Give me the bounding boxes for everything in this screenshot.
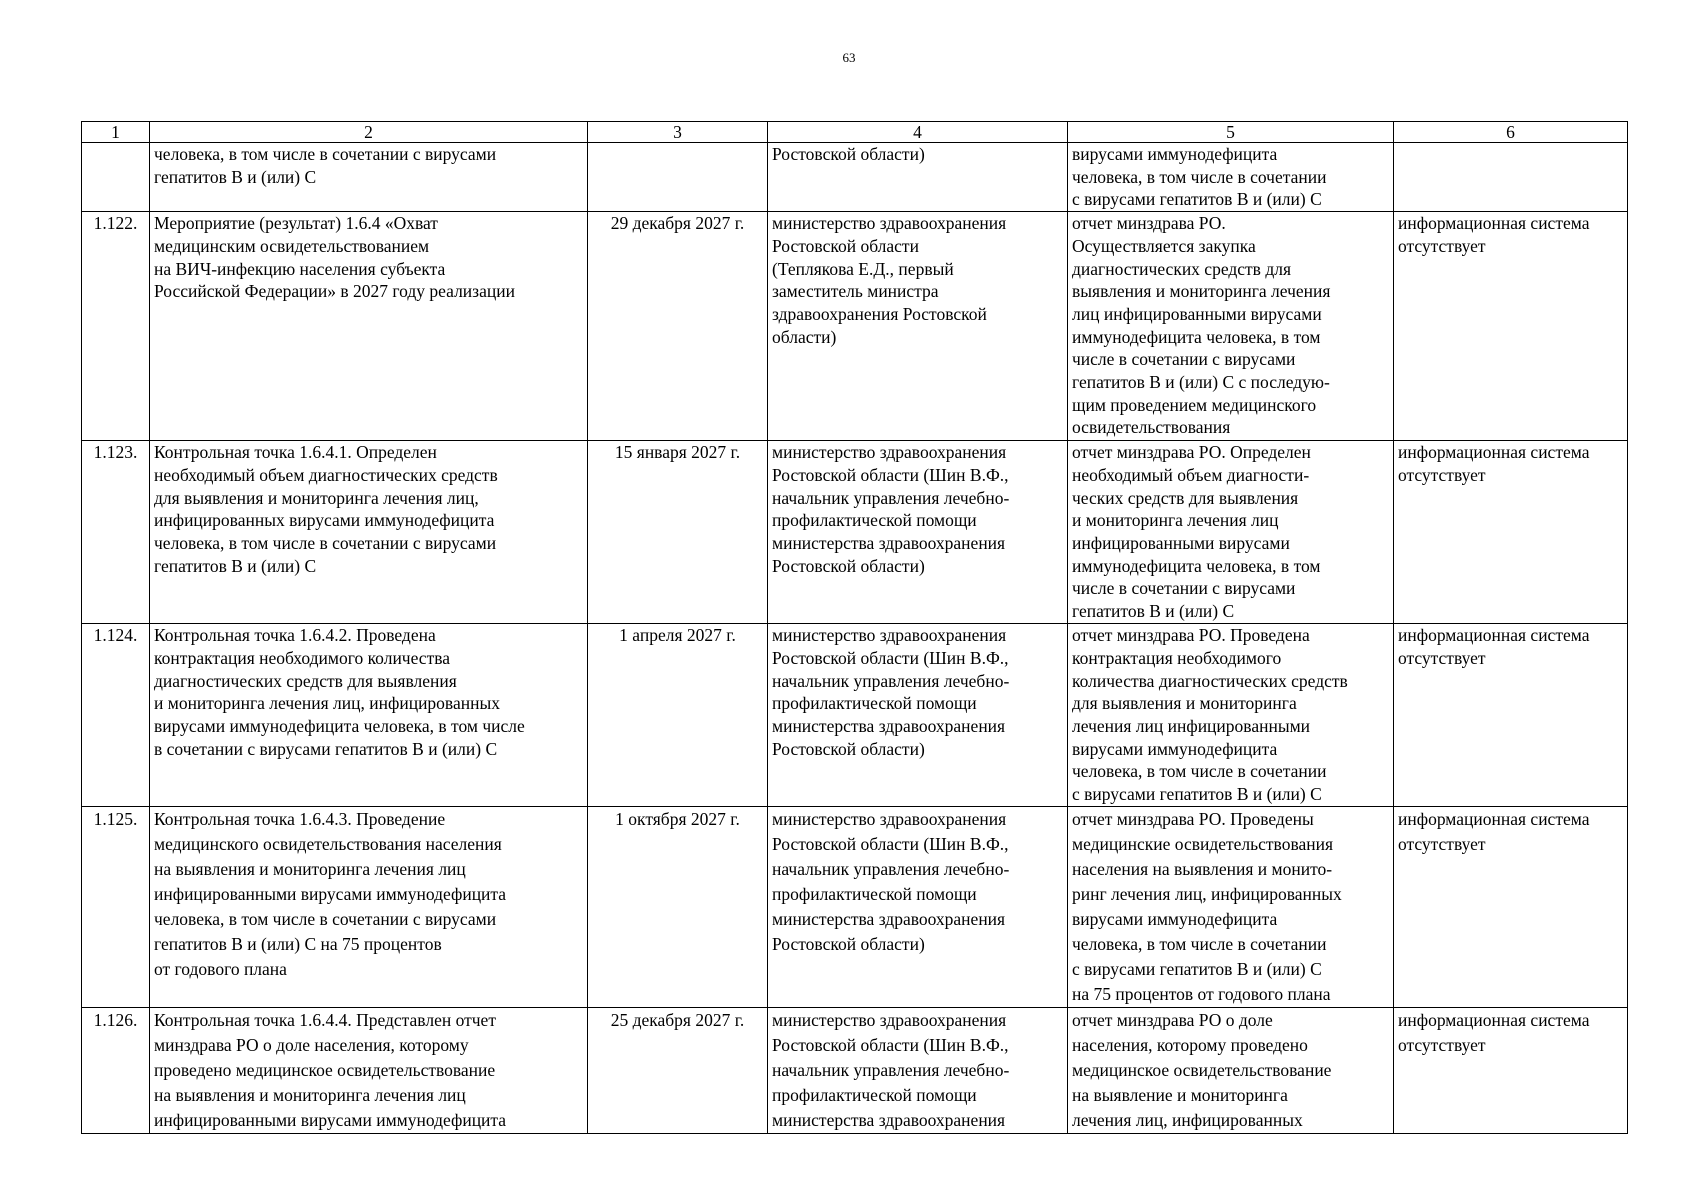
responsible-line: Ростовской области (Шин В.Ф., [772,1035,1009,1056]
document-line: освидетельствования [1072,417,1231,438]
document-line: отчет минздрава РО. Проведены [1072,809,1314,830]
deadline-cell: 29 декабря 2027 г. [588,212,768,441]
description-line: Контрольная точка 1.6.4.3. Проведение [154,809,446,830]
document-line: вирусами иммунодефицита [1072,909,1278,930]
info-system-line: информационная система [1398,809,1590,830]
info-system-line: отсутствует [1398,647,1486,668]
deadline-cell: 25 декабря 2027 г. [588,1008,768,1134]
responsible-line: министерство здравоохранения [772,625,1007,646]
description-cell [150,441,588,624]
document-line: отчет минздрава РО. Определен [1072,442,1311,463]
responsible-line: профилактической помощи [772,1085,977,1106]
document-line: выявления и мониторинга лечения [1072,281,1331,302]
column-header-5: 5 [1068,122,1394,143]
info-system-cell [1394,1008,1628,1134]
table-row [82,624,1628,807]
info-system-line: отсутствует [1398,834,1486,855]
table-row [82,441,1628,624]
document-line: ринг лечения лиц, инфицированных [1072,884,1342,905]
description-line: вирусами иммунодефицита человека, в том числе [154,715,525,736]
responsible-line: начальник управления лечебно- [772,859,1010,880]
responsible-cell [768,212,1068,441]
description-line: инфицированными вирусами иммунодефицита [154,884,507,905]
description-cell [150,1008,588,1134]
document-line: иммунодефицита человека, в том [1072,555,1321,576]
document-line: отчет минздрава РО. Проведена [1072,625,1310,646]
description-line: на ВИЧ-инфекцию населения субъекта [154,258,446,279]
document-line: человека, в том числе в сочетании [1072,934,1327,955]
document-line: и мониторинга лечения лиц [1072,510,1279,531]
document-line: человека, в том числе в сочетании [1072,166,1327,187]
responsible-line: заместитель министра [772,281,939,302]
description-line: Российской Федерации» в 2027 году реализации [154,281,515,302]
description-line: на выявления и мониторинга лечения лиц [154,859,466,880]
deadline-cell: 1 апреля 2027 г. [588,624,768,807]
responsible-line: Ростовской области (Шин В.Ф., [772,834,1009,855]
table-row [82,212,1628,441]
table-row [82,807,1628,1008]
responsible-line: профилактической помощи [772,884,977,905]
row-number-cell: 1.123. [82,441,150,624]
column-header-4: 4 [768,122,1068,143]
document-line: медицинские освидетельствования [1072,834,1334,855]
plan-table [81,121,1628,1134]
description-line: контрактация необходимого количества [154,647,451,668]
description-cell [150,624,588,807]
description-line: человека, в том числе в сочетании с вирусами [154,532,497,553]
document-line: человека, в том числе в сочетании [1072,761,1327,782]
document-line: с вирусами гепатитов В и (или) С [1072,959,1322,980]
responsible-line: министерства здравоохранения [772,532,1006,553]
description-cell [150,807,588,1008]
description-line: человека, в том числе в сочетании с вирусами [154,144,497,164]
document-line: гепатитов В и (или) С с последую- [1072,372,1330,393]
responsible-line: министерства здравоохранения [772,1110,1006,1131]
description-line: минздрава РО о доле населения, которому [154,1035,469,1056]
responsible-line: начальник управления лечебно- [772,670,1010,691]
responsible-line: Ростовской области) [772,934,925,955]
info-system-line: информационная система [1398,213,1590,234]
description-line: Контрольная точка 1.6.4.1. Определен [154,442,437,463]
row-number-cell [82,143,150,212]
description-line: человека, в том числе в сочетании с вирусами [154,909,497,930]
description-line: инфицированных вирусами иммунодефицита [154,510,495,531]
responsible-line: Ростовской области) [772,555,925,576]
responsible-line: Ростовской области) [772,144,925,164]
row-number-cell: 1.125. [82,807,150,1008]
description-line: медицинского освидетельствования населения [154,834,502,855]
responsible-line: министерство здравоохранения [772,1010,1007,1031]
info-system-line: информационная система [1398,1010,1590,1031]
document-line: иммунодефицита человека, в том [1072,326,1321,347]
description-line: от годового плана [154,959,287,980]
document-line: отчет минздрава РО о доле [1072,1010,1273,1031]
responsible-cell [768,807,1068,1008]
document-line: щим проведением медицинского [1072,394,1317,415]
header-row [82,122,1628,143]
responsible-line: Ростовской области) [772,738,925,759]
info-system-line: отсутствует [1398,1035,1486,1056]
description-line: инфицированными вирусами иммунодефицита [154,1110,507,1131]
responsible-line: министерства здравоохранения [772,909,1006,930]
document-line: инфицированными вирусами [1072,532,1290,553]
responsible-line: министерства здравоохранения [772,715,1006,736]
column-header-6: 6 [1394,122,1628,143]
description-line: в сочетании с вирусами гепатитов В и (или) С [154,738,498,759]
document-line: необходимый объем диагности- [1072,464,1310,485]
responsible-line: Ростовской области [772,235,919,256]
document-line: лечения лиц, инфицированных [1072,1110,1303,1131]
column-header-3: 3 [588,122,768,143]
responsible-line: Ростовской области (Шин В.Ф., [772,464,1009,485]
info-system-line: информационная система [1398,625,1590,646]
responsible-line: здравоохранения Ростовской [772,303,987,324]
page-number: 63 [842,50,856,65]
document-cell [1068,624,1394,807]
document-line: гепатитов В и (или) С [1072,601,1235,622]
document-line: числе в сочетании с вирусами [1072,349,1296,370]
description-cell [150,143,588,212]
deadline-cell: 15 января 2027 г. [588,441,768,624]
table-row [82,143,1628,212]
row-number-cell: 1.126. [82,1008,150,1134]
description-line: гепатитов В и (или) С [154,555,317,576]
document-line: медицинское освидетельствование [1072,1060,1332,1081]
responsible-line: области) [772,326,837,347]
document-line: населения на выявления и монито- [1072,859,1333,880]
description-line: Контрольная точка 1.6.4.4. Представлен отчет [154,1010,496,1031]
description-line: Мероприятие (результат) 1.6.4 «Охват [154,213,438,234]
document-line: Осуществляется закупка [1072,235,1256,256]
info-system-line: отсутствует [1398,464,1486,485]
document-line: контрактация необходимого [1072,647,1282,668]
column-header-2: 2 [150,122,588,143]
document-line: вирусами иммунодефицита [1072,738,1278,759]
document-cell [1068,1008,1394,1134]
table-row [82,1008,1628,1134]
document-line: с вирусами гепатитов В и (или) С [1072,784,1322,805]
column-header-1: 1 [82,122,150,143]
info-system-cell [1394,212,1628,441]
description-line: Контрольная точка 1.6.4.2. Проведена [154,625,436,646]
info-system-cell [1394,143,1628,212]
info-system-cell [1394,441,1628,624]
document-line: с вирусами гепатитов В и (или) С [1072,189,1322,210]
deadline-cell [588,143,768,212]
document-line: отчет минздрава РО. [1072,213,1226,234]
responsible-line: начальник управления лечебно- [772,487,1010,508]
responsible-line: начальник управления лечебно- [772,1060,1010,1081]
document-cell [1068,143,1394,212]
responsible-line: министерство здравоохранения [772,809,1007,830]
document-cell [1068,807,1394,1008]
row-number-cell: 1.124. [82,624,150,807]
description-line: диагностических средств для выявления [154,670,457,691]
document-line: диагностических средств для [1072,258,1292,279]
description-line: и мониторинга лечения лиц, инфицированных [154,693,500,714]
document-line: лиц инфицированными вирусами [1072,303,1322,324]
responsible-line: министерство здравоохранения [772,442,1007,463]
document-cell [1068,212,1394,441]
responsible-cell [768,624,1068,807]
info-system-line: отсутствует [1398,235,1486,256]
description-line: для выявления и мониторинга лечения лиц, [154,487,479,508]
document-line: количества диагностических средств [1072,670,1348,691]
description-line: гепатитов В и (или) С [154,166,317,187]
document-line: населения, которому проведено [1072,1035,1308,1056]
responsible-cell [768,441,1068,624]
description-line: медицинским освидетельствованием [154,235,430,256]
info-system-cell [1394,807,1628,1008]
document-line: для выявления и мониторинга [1072,693,1297,714]
description-line: проведено медицинское освидетельствование [154,1060,496,1081]
document-cell [1068,441,1394,624]
row-number-cell: 1.122. [82,212,150,441]
info-system-cell [1394,624,1628,807]
responsible-line: профилактической помощи [772,693,977,714]
responsible-line: министерство здравоохранения [772,213,1007,234]
description-line: гепатитов В и (или) С на 75 процентов [154,934,442,955]
responsible-cell [768,143,1068,212]
document-line: ческих средств для выявления [1072,487,1299,508]
table-body [82,143,1628,1134]
responsible-line: профилактической помощи [772,510,977,531]
responsible-line: Ростовской области (Шин В.Ф., [772,647,1009,668]
deadline-cell: 1 октября 2027 г. [588,807,768,1008]
document-line: числе в сочетании с вирусами [1072,578,1296,599]
description-line: необходимый объем диагностических средств [154,464,498,485]
document-line: на 75 процентов от годового плана [1072,984,1331,1005]
responsible-line: (Теплякова Е.Д., первый [772,258,954,279]
description-cell [150,212,588,441]
description-line: на выявления и мониторинга лечения лиц [154,1085,466,1106]
document-line: на выявление и мониторинга [1072,1085,1288,1106]
document-line: вирусами иммунодефицита [1072,144,1278,164]
info-system-line: информационная система [1398,442,1590,463]
document-line: лечения лиц инфицированными [1072,715,1311,736]
responsible-cell [768,1008,1068,1134]
